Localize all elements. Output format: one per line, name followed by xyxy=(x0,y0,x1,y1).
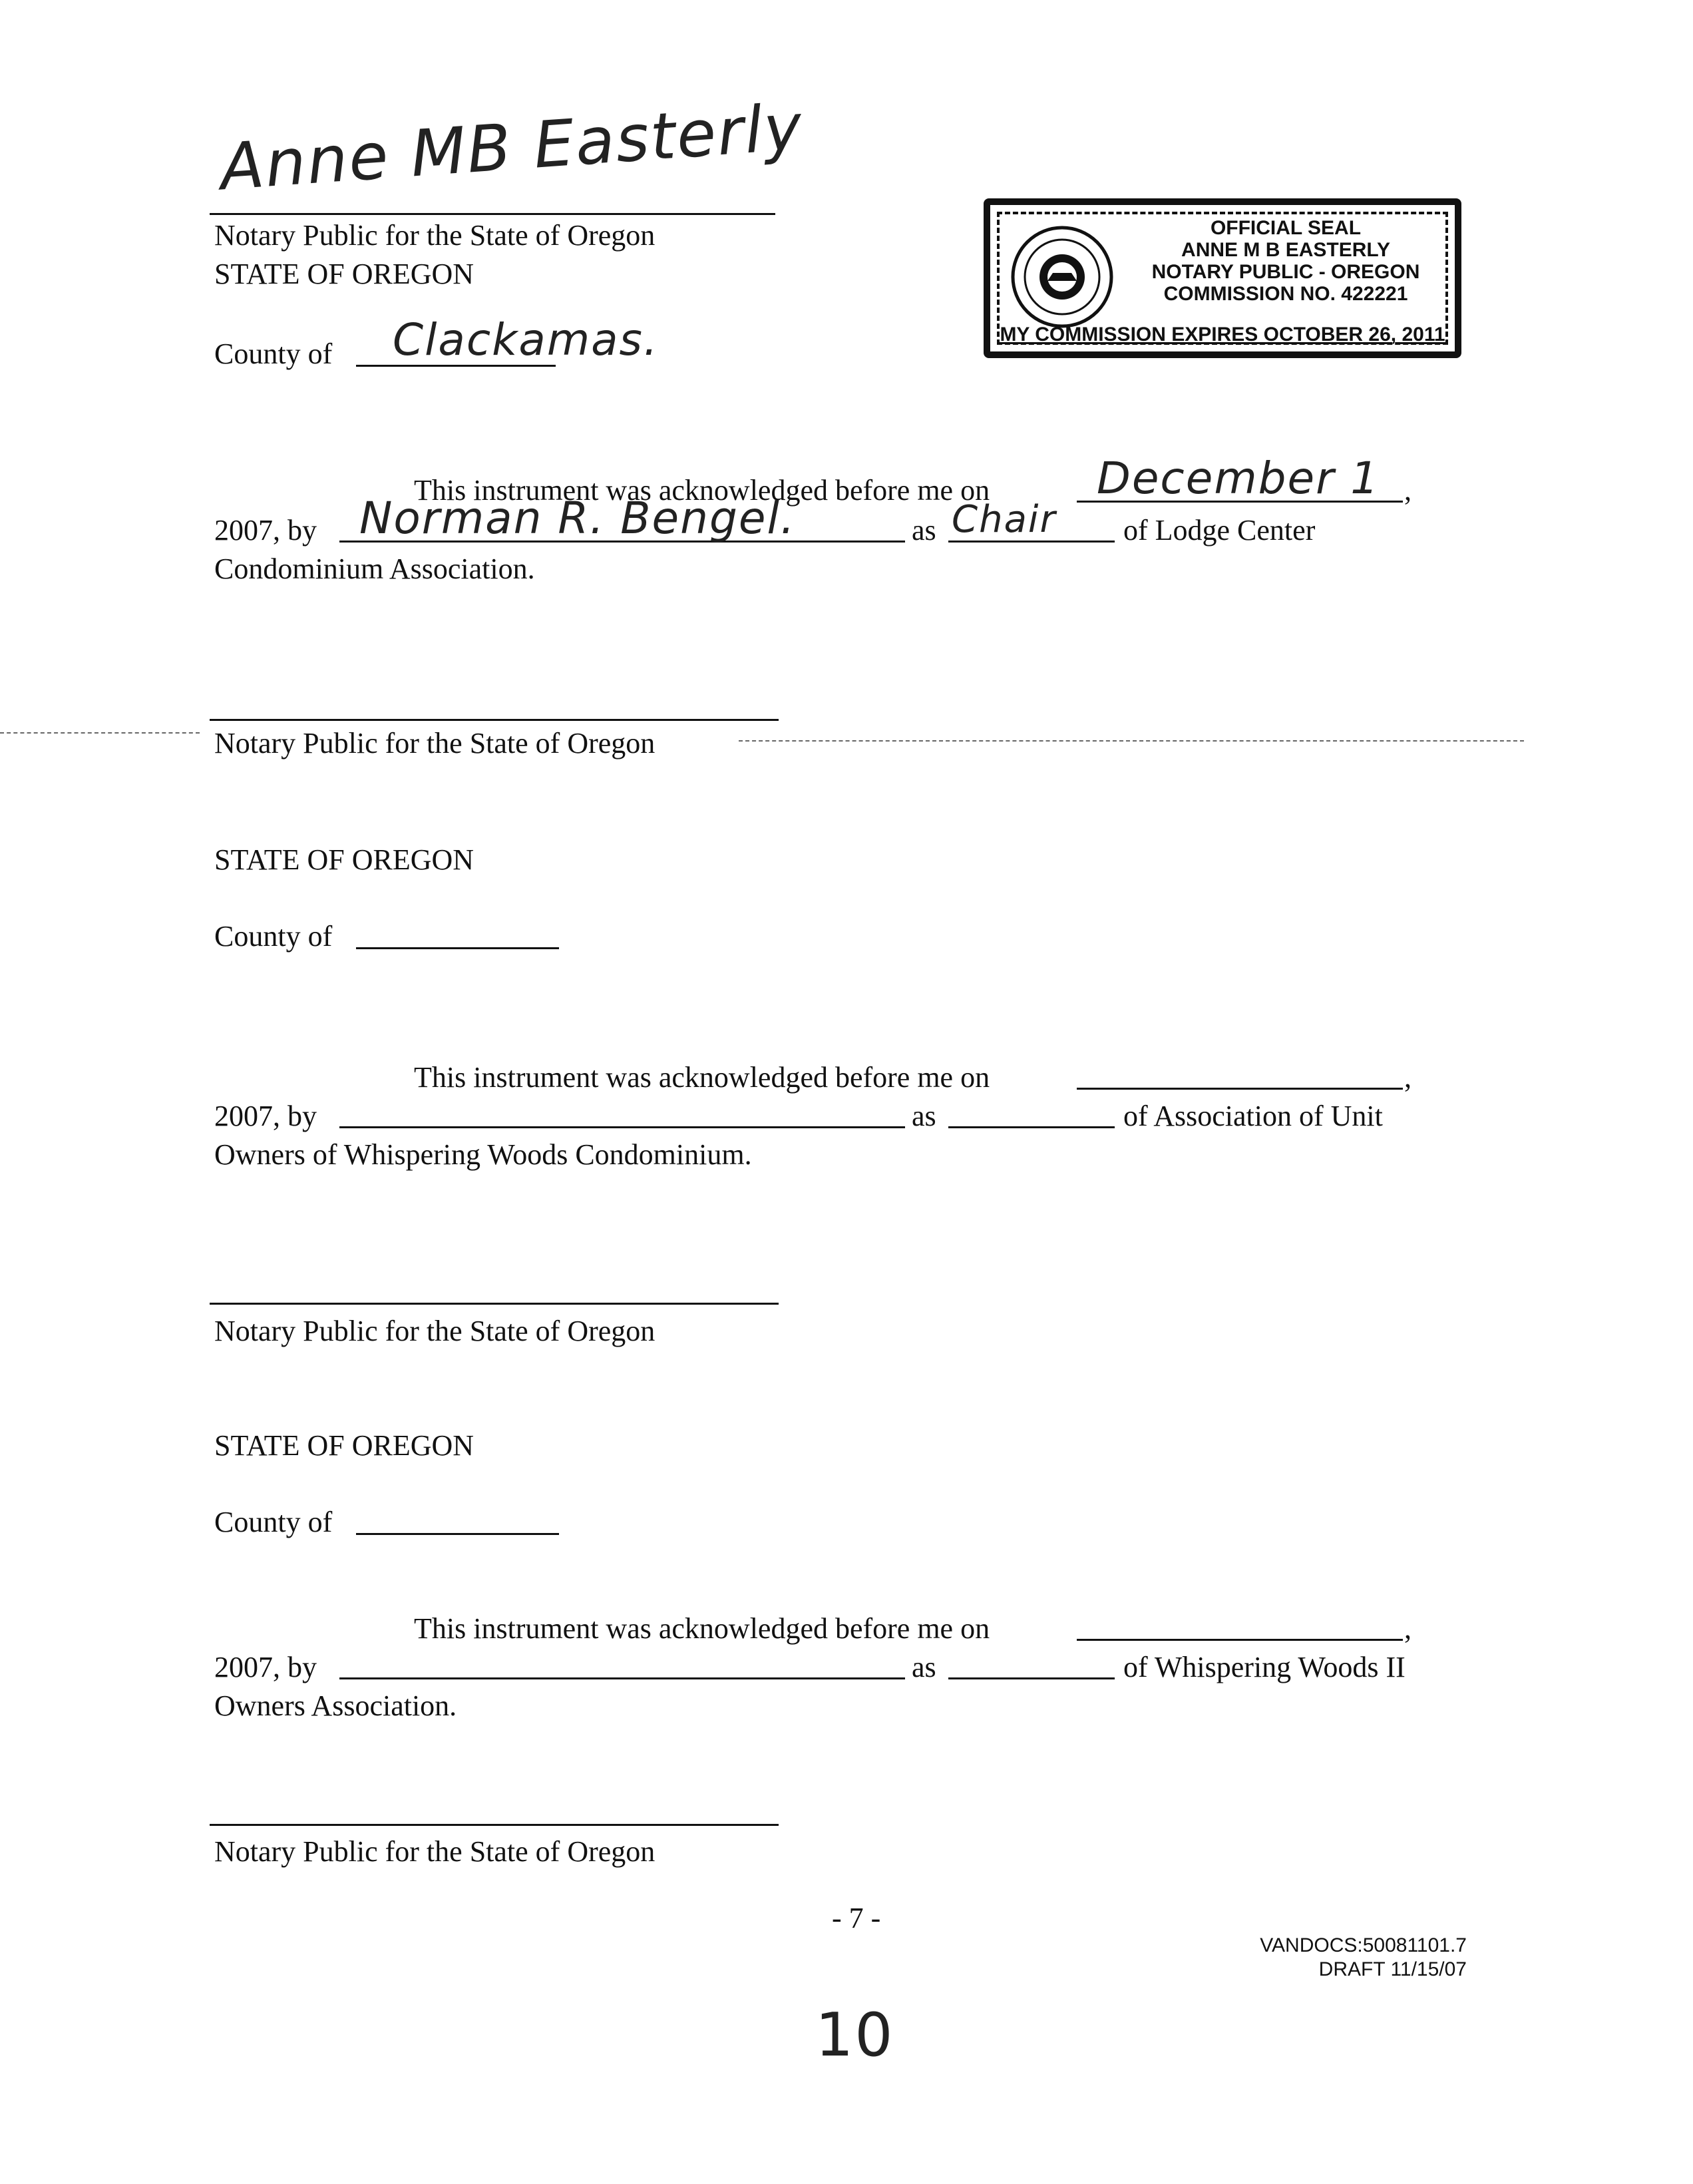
seal-title: OFFICIAL SEAL xyxy=(1210,217,1362,239)
ack1-entity-cont: Condominium Association. xyxy=(214,552,535,585)
seal-expiration: MY COMMISSION EXPIRES OCTOBER 26, 2011 xyxy=(1000,324,1445,345)
seal-notary-name: ANNE M B EASTERLY xyxy=(1181,239,1390,261)
block2-as-label: as xyxy=(912,1100,936,1132)
block3-intro: This instrument was acknowledged before me on xyxy=(414,1612,990,1645)
seal-notary-public: NOTARY PUBLIC - OREGON xyxy=(1151,261,1420,283)
block3-signature-line xyxy=(210,1824,779,1826)
document-id xyxy=(1260,1934,1467,1982)
seal-commission-no: COMMISSION NO. 422221 xyxy=(1163,283,1408,305)
ack1-signature-line xyxy=(210,719,779,721)
county-label: County of xyxy=(214,337,333,370)
ack1-intro: This instrument was acknowledged before me on xyxy=(414,474,990,507)
block2-year-by: 2007, by xyxy=(214,1100,317,1132)
ack1-name-value: Norman R. Bengel. xyxy=(359,493,796,544)
notary-label: Notary Public for the State of Oregon xyxy=(214,219,656,252)
block2-title-line xyxy=(948,1126,1115,1128)
block2-name-line xyxy=(339,1126,905,1128)
block2-state-heading: STATE OF OREGON xyxy=(214,843,474,876)
block3-year-by: 2007, by xyxy=(214,1651,317,1683)
block3-comma: , xyxy=(1404,1612,1411,1645)
block3-date-line xyxy=(1077,1639,1403,1641)
county-value: Clackamas. xyxy=(393,314,659,365)
ack1-title-value: Chair xyxy=(952,498,1057,541)
doc-id-text: VANDOCS:50081101.7 xyxy=(1260,1934,1467,1956)
oregon-state-seal-icon xyxy=(1009,224,1115,330)
block2-comma: , xyxy=(1404,1061,1411,1094)
block3-as-label: as xyxy=(912,1651,936,1683)
block3-entity: of Whispering Woods II xyxy=(1123,1651,1406,1683)
ack1-year-by: 2007, by xyxy=(214,514,317,546)
block3-county-label: County of xyxy=(214,1506,333,1538)
seal-text xyxy=(1123,217,1448,305)
block3-notary-label: Notary Public for the State of Oregon xyxy=(214,1835,656,1868)
official-seal-stamp xyxy=(984,198,1461,358)
ack1-entity: of Lodge Center xyxy=(1123,514,1316,546)
block3-name-line xyxy=(339,1677,905,1679)
signature-line xyxy=(210,213,775,215)
handwritten-page-number: 10 xyxy=(815,2000,894,2070)
block3-county-line xyxy=(356,1533,559,1535)
block2-date-line xyxy=(1077,1088,1403,1090)
block2-entity-cont: Owners of Whispering Woods Condominium. xyxy=(214,1138,752,1171)
block3-title-line xyxy=(948,1677,1115,1679)
ack1-date-value: December 1 xyxy=(1097,453,1380,504)
block2-county-label: County of xyxy=(214,920,333,953)
notary-signature: Anne MB Easterly xyxy=(218,89,806,205)
state-heading: STATE OF OREGON xyxy=(214,258,474,290)
draft-date-text: DRAFT 11/15/07 xyxy=(1318,1958,1467,1980)
scan-artifact-dash-left xyxy=(0,732,200,734)
ack1-as-label: as xyxy=(912,514,936,546)
ack1-comma: , xyxy=(1404,474,1411,507)
block2-notary-label: Notary Public for the State of Oregon xyxy=(214,1315,656,1347)
block2-intro: This instrument was acknowledged before me on xyxy=(414,1061,990,1094)
block2-signature-line xyxy=(210,1303,779,1305)
page-number: - 7 - xyxy=(832,1902,881,1934)
block3-state-heading: STATE OF OREGON xyxy=(214,1429,474,1462)
ack1-notary-label: Notary Public for the State of Oregon xyxy=(214,727,656,760)
block3-entity-cont: Owners Association. xyxy=(214,1689,457,1722)
scan-artifact-dash-right xyxy=(739,740,1524,742)
block2-county-line xyxy=(356,947,559,949)
block2-entity: of Association of Unit xyxy=(1123,1100,1383,1132)
